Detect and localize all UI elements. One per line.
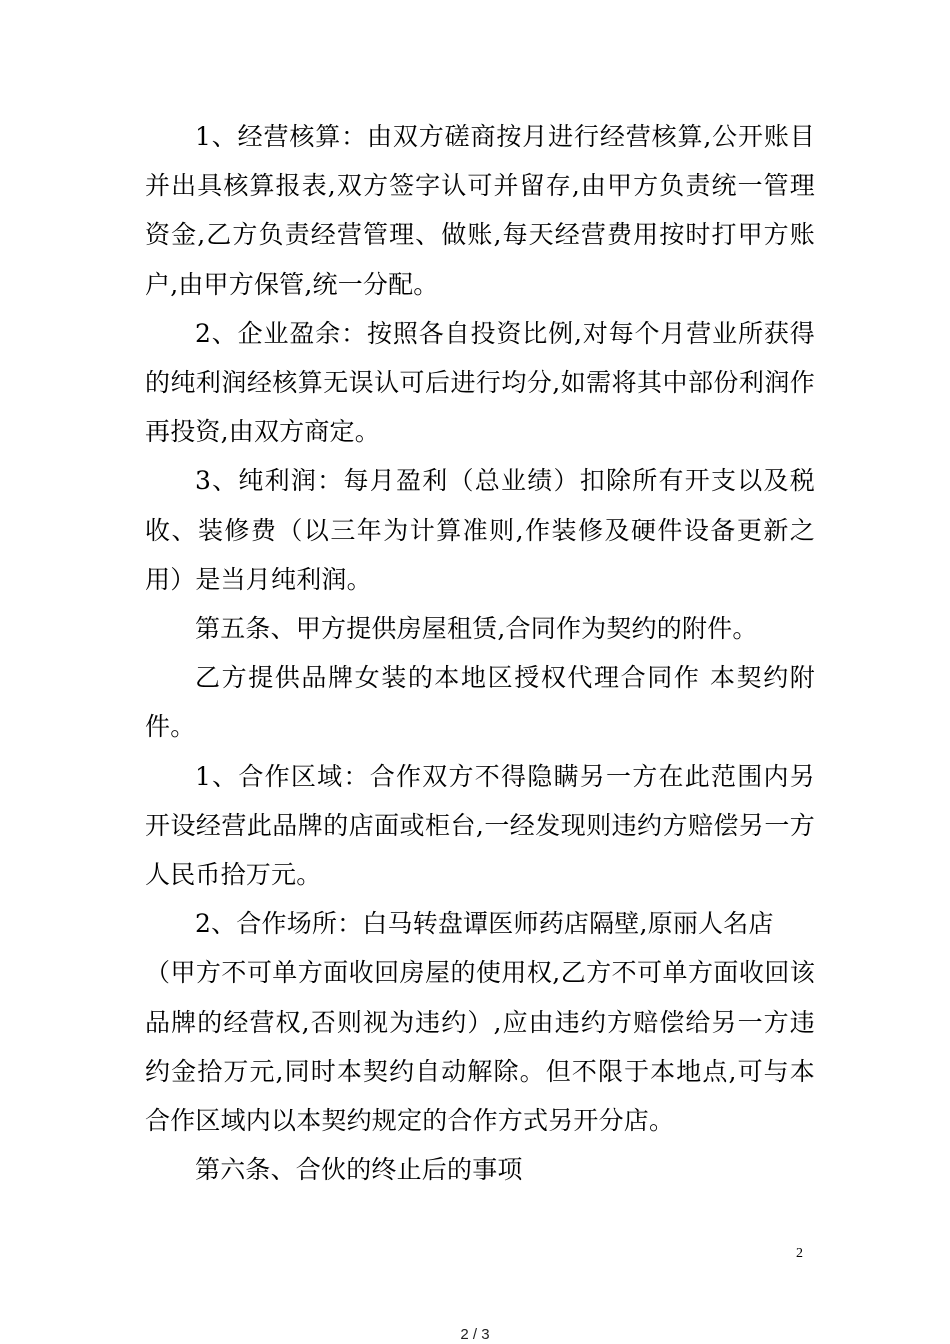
paragraph-article-6: 第六条、合伙的终止后的事项 [195,1155,523,1185]
document-body [145,112,815,1194]
paragraph-authorization: 乙方提供品牌女装的本地区授权代理合同作 本契约附件。 [145,663,815,742]
paragraph-net-profit: 3、纯利润：每月盈利（总业绩）扣除所有开支以及税收、装修费（以三年为计算准则,作装修及硬件设备更新之用）是当月纯利润。 [145,466,815,594]
paragraph-cooperation-area: 1、合作区域：合作双方不得隐瞒另一方在此范围内另开设经营此品牌的店面或柜台,一经发现则违约方赔偿另一方人民币拾万元。 [145,761,815,890]
page-indicator: 2 / 3 [460,1326,490,1343]
paragraph-venue-terms: （甲方不可单方面收回房屋的使用权,乙方不可单方面收回该品牌的经营权,否则视为违约）,应由违约方赔偿给另一方违约金拾万元,同时本契约自动解除。但不限于本地点,可与本合作区域内以本契约规定的合作方式另开分店。 [145,958,815,1136]
paragraph-accounting: 1、经营核算：由双方磋商按月进行经营核算,公开账目并出具核算报表,双方签字认可并留存,由甲方负责统一管理资金,乙方负责经营管理、做账,每天经营费用按时打甲方账户,由甲方保管,统一分配。 [145,122,815,299]
page-number: 2 [796,1246,803,1261]
paragraph-surplus: 2、企业盈余：按照各自投资比例,对每个月营业所获得的纯利润经核算无误认可后进行均分,如需将其中部份利润作再投资,由双方商定。 [145,318,815,447]
paragraph-cooperation-venue: 2、合作场所：白马转盘谭医师药店隔壁,原丽人名店 [195,909,774,939]
paragraph-article-5: 第五条、甲方提供房屋租赁,合同作为契约的附件。 [195,614,758,644]
